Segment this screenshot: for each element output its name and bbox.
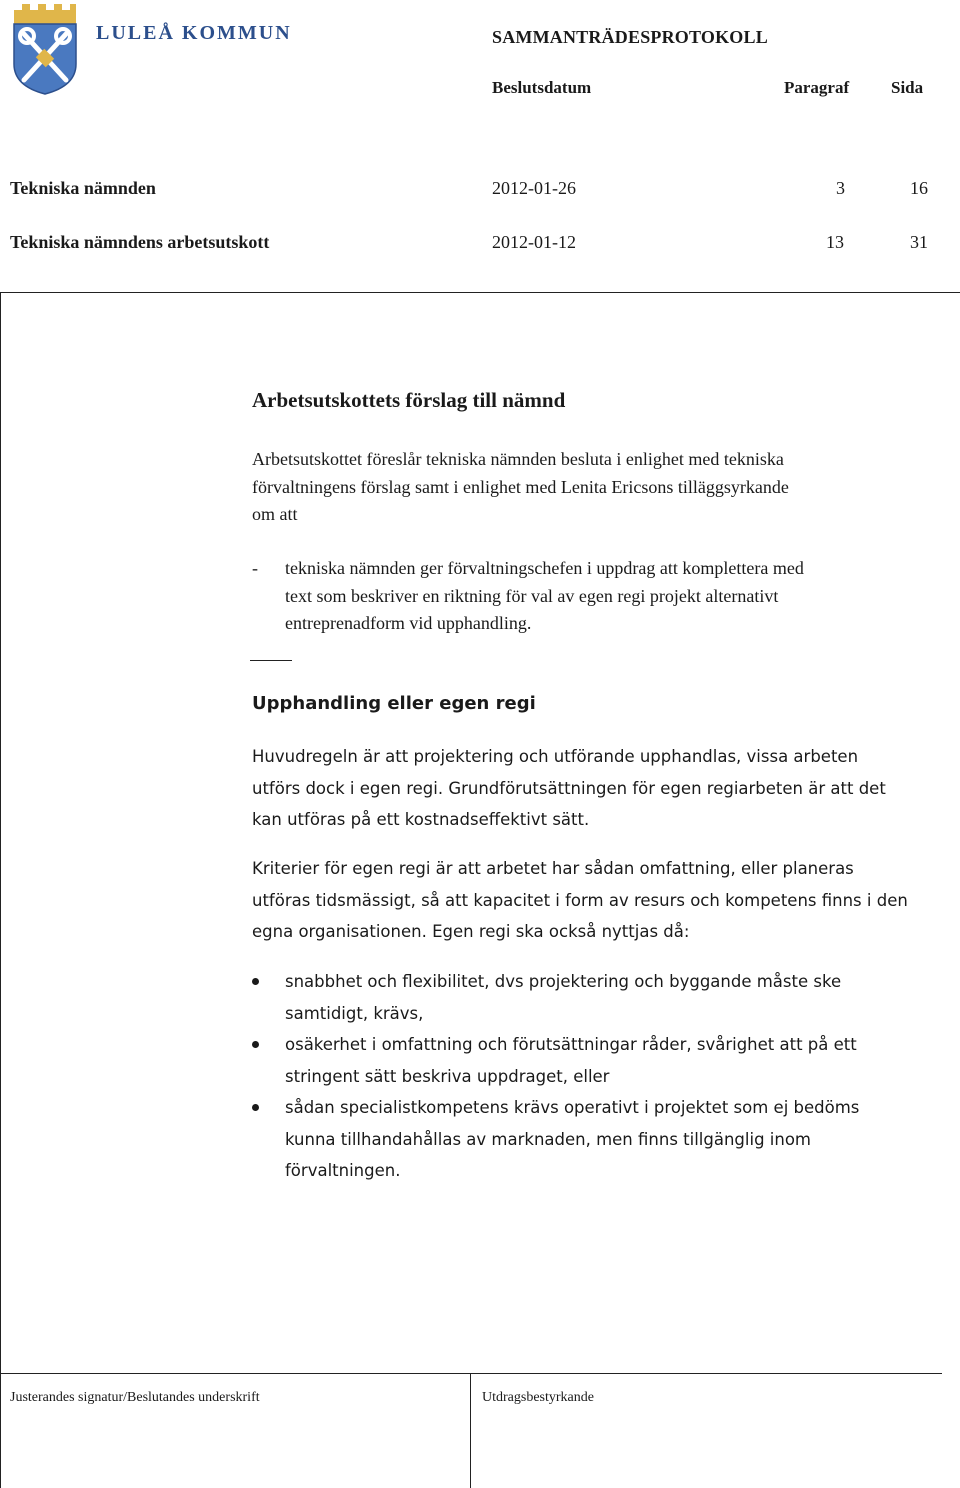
proposal-intro-line: förvaltningens förslag samt i enlighet med Lenita Ericsons tilläggsyrkande xyxy=(252,476,789,497)
procurement-paragraph-2 xyxy=(252,853,957,948)
procurement-heading: Upphandling eller egen regi xyxy=(252,693,536,714)
meeting-paragraph: 3 xyxy=(836,178,845,198)
bullet-icon xyxy=(252,1104,259,1111)
extract-certification-label: Utdragsbestyrkande xyxy=(482,1390,594,1405)
list-item-line: snabbhet och flexibilitet, dvs projektering och byggande måste ske xyxy=(285,972,842,991)
municipality-crest-logo xyxy=(10,4,80,96)
footer-top-rule xyxy=(0,1373,942,1374)
proposal-item-line: entreprenadform vid upphandling. xyxy=(285,613,532,633)
column-header-paragraph: Paragraf xyxy=(784,78,850,97)
meeting-date: 2012-01-12 xyxy=(492,232,576,252)
paragraph-line: Huvudregeln är att projektering och utförande upphandlas, vissa arbeten xyxy=(252,747,859,766)
meeting-date: 2012-01-26 xyxy=(492,178,576,198)
list-item-text xyxy=(285,1029,945,1092)
proposal-item-line: text som beskriver en riktning för val av egen regi projekt alternativt xyxy=(285,585,779,606)
list-item-line: sådan specialistkompetens krävs operativt i projektet som ej bedöms xyxy=(285,1098,860,1117)
list-item-line: stringent sätt beskriva uppdraget, eller xyxy=(285,1066,610,1086)
meeting-body: Tekniska nämndens arbetsutskott xyxy=(10,232,270,252)
list-item-line: förvaltningen. xyxy=(285,1161,401,1180)
proposal-intro xyxy=(252,446,952,529)
organization-name: LULEÅ KOMMUN xyxy=(96,22,292,44)
column-header-date: Beslutsdatum xyxy=(492,78,592,97)
paragraph-line: Kriterier för egen regi är att arbetet har sådan omfattning, eller planeras xyxy=(252,859,854,878)
proposal-intro-line: Arbetsutskottet föreslår tekniska nämnden besluta i enlighet med tekniska xyxy=(252,449,784,469)
content-frame-top-rule xyxy=(0,292,960,293)
proposal-item-line: tekniska nämnden ger förvaltningschefen i uppdrag att komplettera med xyxy=(285,558,804,578)
list-item-line: osäkerhet i omfattning och förutsättningar råder, svårighet att på ett xyxy=(285,1035,857,1054)
proposal-intro-line: om att xyxy=(252,504,298,524)
footer-divider xyxy=(470,1373,471,1488)
paragraph-line: egna organisationen. Egen regi ska också nyttjas då: xyxy=(252,922,690,941)
list-item-line: samtidigt, krävs, xyxy=(285,1003,424,1023)
bullet-icon xyxy=(252,1041,259,1048)
proposal-dash: - xyxy=(252,558,258,578)
signature-field-label: Justerandes signatur/Beslutandes underskrift xyxy=(10,1390,260,1405)
meeting-body: Tekniska nämnden xyxy=(10,178,156,198)
paragraph-line: utförs dock i egen regi. Grundförutsättningen för egen regiarbeten är att det xyxy=(252,778,886,798)
proposal-item xyxy=(285,555,955,638)
list-item-text xyxy=(285,1092,945,1187)
document-title: SAMMANTRÄDESPROTOKOLL xyxy=(492,27,768,47)
bullet-icon xyxy=(252,978,259,985)
proposal-heading: Arbetsutskottets förslag till nämnd xyxy=(252,388,566,412)
paragraph-line: kan utföras på ett kostnadseffektivt sätt. xyxy=(252,810,590,829)
paragraph-line: utföras tidsmässigt, så att kapacitet i form av resurs och kompetens finns i den xyxy=(252,890,908,910)
list-item-line: kunna tillhandahållas av marknaden, men finns tillgänglig inom xyxy=(285,1129,811,1149)
meeting-page: 31 xyxy=(910,232,928,252)
list-item-text xyxy=(285,966,945,1029)
procurement-paragraph-1 xyxy=(252,741,957,836)
content-frame-left-rule xyxy=(0,292,1,1488)
meeting-paragraph: 13 xyxy=(826,232,844,252)
separator-rule xyxy=(250,660,292,661)
meeting-page: 16 xyxy=(910,178,928,198)
column-header-page: Sida xyxy=(891,78,924,97)
